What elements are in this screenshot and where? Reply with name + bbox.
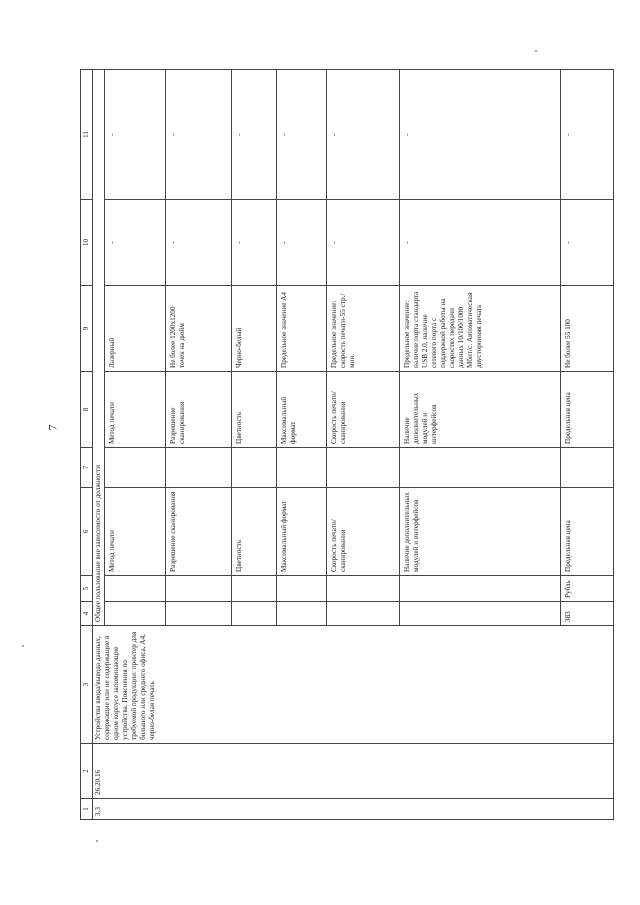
column-number: 9 [81, 286, 93, 372]
value-cell: - [105, 200, 166, 286]
column-number-row [81, 70, 93, 820]
characteristic-cell: Предельная цена [561, 488, 614, 576]
value-cell: - [399, 200, 561, 286]
characteristic-cell: Цветность [232, 488, 276, 576]
characteristic-cell: Метод печати [105, 372, 166, 448]
value-cell: Не более 1200x1200 точек на дюйм [165, 286, 232, 372]
value-cell: - [276, 70, 326, 200]
span-header: Общее пользование вне зависимости от должности [93, 70, 105, 626]
column-number: 5 [81, 576, 93, 602]
value-cell: - [561, 70, 614, 200]
characteristic-cell: Цветность [232, 372, 276, 448]
value-cell: - [165, 70, 232, 200]
characteristic-cell: Наличие дополнительных модулей и интерфейсов [399, 372, 561, 448]
price-unit: Рубль [561, 576, 614, 602]
specification-table [80, 69, 614, 820]
characteristic-cell: Скорость печати/сканирования [327, 372, 400, 448]
column-number: 6 [81, 488, 93, 576]
characteristic-cell: Разрешение сканирования [165, 372, 232, 448]
characteristic-cell: Предельная цена [561, 372, 614, 448]
characteristic-cell: Метод печати [105, 488, 166, 576]
specification-table-frame [80, 70, 614, 820]
characteristic-cell: Максимальный формат [276, 372, 326, 448]
scan-speck [96, 840, 98, 842]
value-cell: Предельное значение: наличие порта стандарта USB 2.0, наличие сетевого порта с поддержкой работы на скоростях передачи данных 10/100/1000 Мбит/с. Автоматическая двусторонняя печать [399, 286, 561, 372]
column-number: 4 [81, 602, 93, 626]
value-cell: Лазерный [105, 286, 166, 372]
value-cell: Не более 55 100 [561, 286, 614, 372]
item-name: Устройства ввода/вывода данных, содержащие или не содержащие в одном корпусе запоминающие устройства. Пояснения по требуемой продукции: принтер для большого или среднего офиса, А4, черно-белая печать [93, 626, 614, 744]
value-cell: Предельное значение А4 [276, 286, 326, 372]
value-cell: - [327, 70, 400, 200]
column-number: 2 [81, 744, 93, 799]
value-cell: Черно-белый [232, 286, 276, 372]
column-number: 8 [81, 372, 93, 448]
column-number: 10 [81, 200, 93, 286]
value-cell: - [276, 200, 326, 286]
value-cell: - [232, 200, 276, 286]
characteristic-cell: Наличие дополнительных модулей и интерфейсов [399, 488, 561, 576]
characteristic-cell: Скорость печати/сканирования [327, 488, 400, 576]
item-code: 26.20.16 [93, 744, 614, 799]
span-header-row [93, 70, 105, 820]
characteristic-cell: Разрешение сканирования [165, 488, 232, 576]
value-cell: - [105, 70, 166, 200]
column-number: 7 [81, 448, 93, 488]
page-number: 7 [45, 424, 60, 431]
item-number: 3.3 [93, 799, 614, 820]
column-number: 11 [81, 70, 93, 200]
scan-speck [535, 50, 537, 52]
scan-speck [22, 645, 24, 647]
column-number: 3 [81, 626, 93, 744]
value-cell: - [327, 200, 400, 286]
value-cell: - [561, 200, 614, 286]
price-code: 383 [561, 602, 614, 626]
value-cell: - [399, 70, 561, 200]
column-number: 1 [81, 799, 93, 820]
characteristic-cell: Максимальный формат [276, 488, 326, 576]
value-cell: - [165, 200, 232, 286]
value-cell: - [232, 70, 276, 200]
value-cell: Предельное значение: скорость печати-55 стр./мин. [327, 286, 400, 372]
